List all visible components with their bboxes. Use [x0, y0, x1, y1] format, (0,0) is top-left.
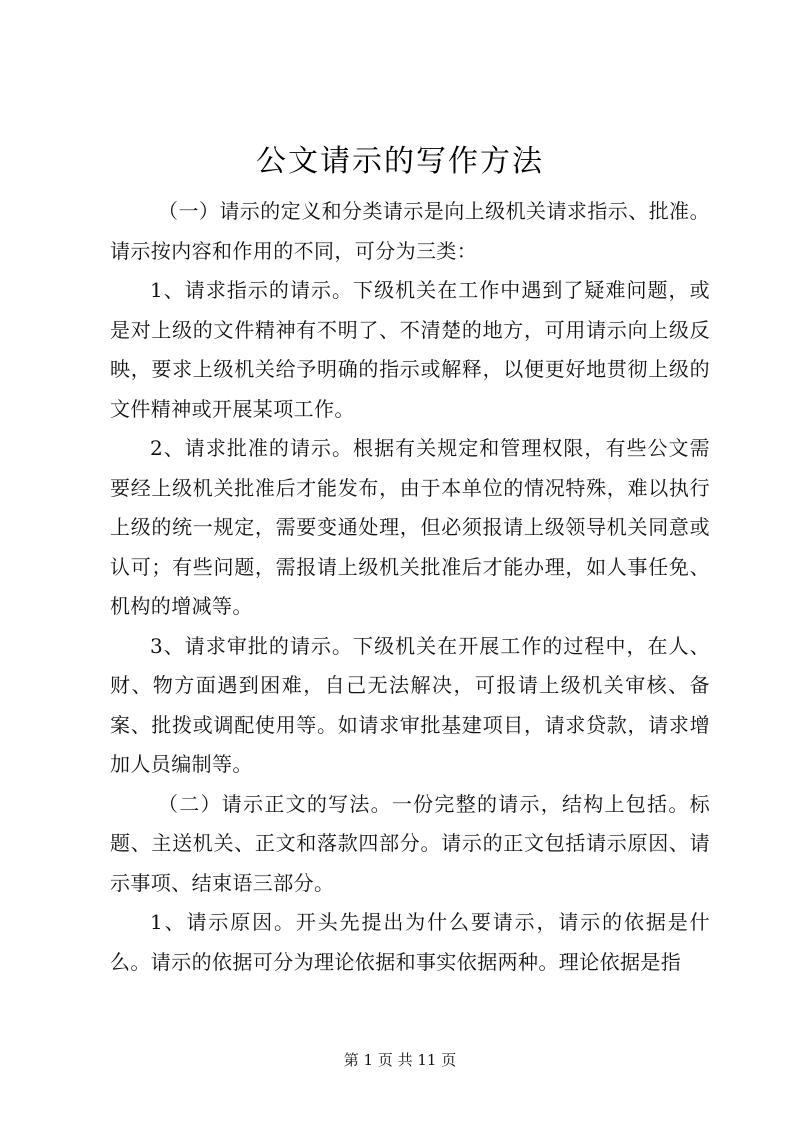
document-title: 公文请示的写作方法: [256, 144, 544, 179]
paragraph-request-approval: 2、请求批准的请示。根据有关规定和管理权限，有些公文需要经上级机关批准后才能发布，由于本单位的情况特殊，难以执行上级的统一规定，需要变通处理，但必须报请上级领导机关同意或认可；有些问题，需报请上级机关批准后才能办理，如人事任免、机构的增减等。: [110, 436, 710, 618]
paragraph-request-reason: 1、请示原因。开头先提出为什么要请示，请示的依据是什么。请示的依据可分为理论依据和事实依据两种。理论依据是指: [110, 910, 710, 974]
paragraph-request-instruction: 1、请求指示的请示。下级机关在工作中遇到了疑难问题，或是对上级的文件精神有不明了、不清楚的地方，可用请示向上级反映，要求上级机关给予明确的指示或解释，以便更好地贯彻上级的文件精神或开展某项工作。: [110, 278, 710, 421]
document-body: [110, 192, 710, 982]
paragraph-intro: （一）请示的定义和分类请示是向上级机关请求指示、批准。请示按内容和作用的不同，可分为三类：: [110, 199, 710, 263]
paragraph-body-writing: （二）请示正文的写法。一份完整的请示，结构上包括。标题、主送机关、正文和落款四部分。请示的正文包括请示原因、请示事项、结束语三部分。: [110, 791, 710, 895]
page-number-footer: 第 1 页 共 11 页: [343, 1051, 457, 1069]
paragraph-request-review: 3、请求审批的请示。下级机关在开展工作的过程中，在人、财、物方面遇到困难，自己无法解决，可报请上级机关审核、备案、批拨或调配使用等。如请求审批基建项目，请求贷款，请求增加人员编制等。: [110, 633, 710, 776]
